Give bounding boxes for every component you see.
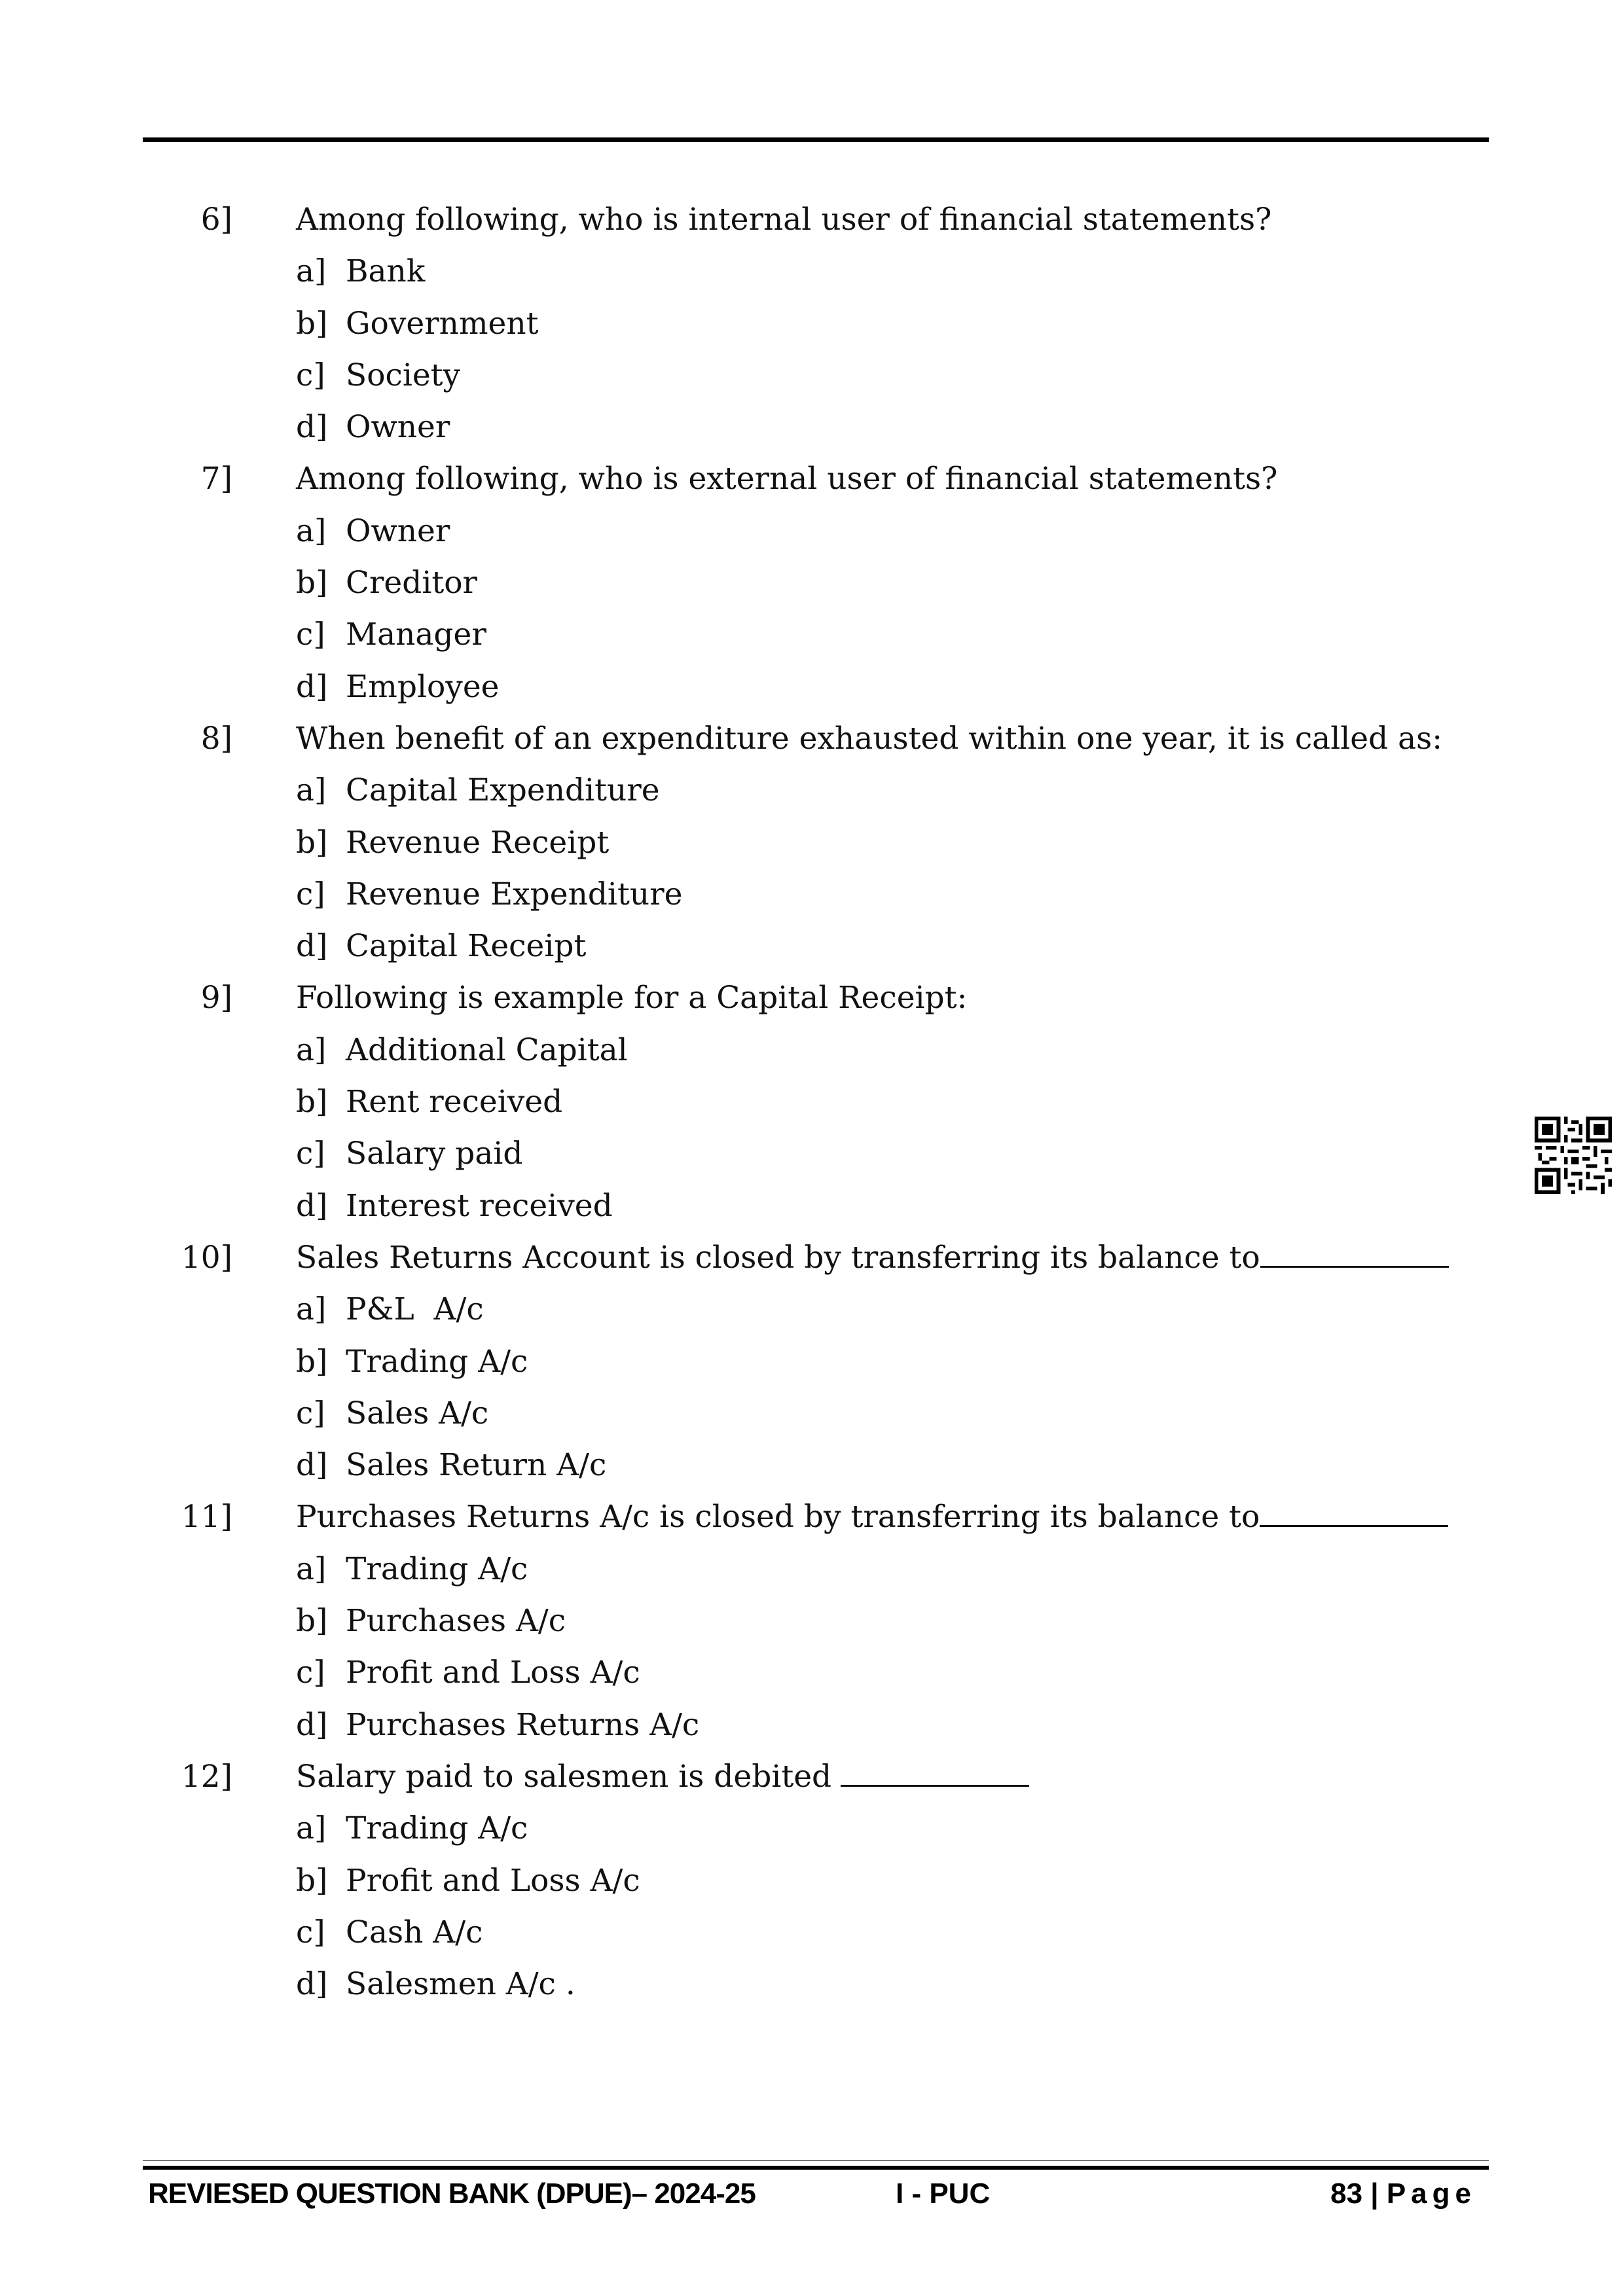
question-number: 6] — [200, 202, 232, 238]
option-letter: c] — [296, 357, 325, 393]
option-letter: a] — [296, 1291, 327, 1328]
option-text: Government — [346, 305, 539, 342]
option — [0, 245, 1623, 297]
question-6 — [0, 194, 1623, 245]
option-text: Capital Receipt — [346, 928, 587, 965]
option-letter: a] — [296, 1031, 327, 1068]
option — [0, 1336, 1623, 1388]
option-letter: a] — [296, 772, 327, 809]
answer-blank — [1260, 1240, 1449, 1268]
header-rule — [143, 137, 1489, 142]
option — [0, 920, 1623, 972]
option-text: Manager — [346, 617, 486, 653]
option-letter: c] — [296, 1136, 325, 1172]
option-letter: b] — [296, 1603, 328, 1640]
option — [0, 1803, 1623, 1854]
option — [0, 1699, 1623, 1751]
option-letter: b] — [296, 1084, 328, 1121]
option — [0, 350, 1623, 401]
option-text: Purchases Returns A/c — [346, 1706, 700, 1743]
option — [0, 1543, 1623, 1595]
option — [0, 817, 1623, 869]
option-text: Revenue Receipt — [346, 824, 610, 861]
option-text: Additional Capital — [346, 1031, 628, 1068]
option-text: Profit and Loss A/c — [346, 1655, 640, 1691]
option-letter: b] — [296, 824, 328, 861]
footer-page — [1330, 2173, 1476, 2215]
question-text: Salary paid to salesmen is debited — [296, 1758, 832, 1795]
question-number: 12] — [181, 1758, 232, 1795]
option-letter: a] — [296, 1551, 327, 1587]
option — [0, 1180, 1623, 1232]
option-letter: d] — [296, 409, 328, 446]
option-letter: c] — [296, 876, 325, 912]
answer-blank — [841, 1759, 1029, 1787]
question-text: Among following, who is external user of financial statements? — [296, 461, 1278, 497]
option-letter: a] — [296, 1810, 327, 1847]
question-number: 10] — [181, 1239, 232, 1276]
option — [0, 1907, 1623, 1958]
question-number: 11] — [181, 1499, 232, 1535]
option-text: Trading A/c — [346, 1810, 528, 1847]
option-letter: c] — [296, 1395, 325, 1431]
option-text: Owner — [346, 409, 450, 446]
footer-rule-thick — [143, 2166, 1489, 2170]
option-letter: c] — [296, 1914, 325, 1950]
option-text: Employee — [346, 668, 500, 705]
option-letter: b] — [296, 305, 328, 342]
option-text: Profit and Loss A/c — [346, 1862, 640, 1899]
option-letter: b] — [296, 565, 328, 601]
option — [0, 1595, 1623, 1647]
option — [0, 764, 1623, 816]
option-letter: a] — [296, 512, 327, 549]
option — [0, 1647, 1623, 1698]
question-number: 9] — [200, 980, 232, 1016]
question-text: Following is example for a Capital Receipt: — [296, 980, 968, 1016]
option-text: Salary paid — [346, 1136, 523, 1172]
option-text: Trading A/c — [346, 1343, 528, 1380]
option — [0, 1958, 1623, 2010]
question-text: When benefit of an expenditure exhausted within one year, it is called as: — [296, 720, 1443, 757]
option-letter: c] — [296, 1655, 325, 1691]
option — [0, 1439, 1623, 1491]
question-7 — [0, 453, 1623, 505]
footer-rule — [143, 2160, 1489, 2161]
question-text: Purchases Returns A/c is closed by transferring its balance to — [296, 1499, 1260, 1535]
option-letter: b] — [296, 1862, 328, 1899]
option-letter: d] — [296, 1706, 328, 1743]
option-text: Bank — [346, 253, 426, 290]
option — [0, 1388, 1623, 1439]
option — [0, 505, 1623, 557]
option-letter: d] — [296, 1187, 328, 1224]
page-label: Page — [1386, 2178, 1476, 2210]
option — [0, 1128, 1623, 1179]
question-list — [0, 194, 1623, 2010]
option-text: Salesmen A/c . — [346, 1966, 575, 2003]
option-text: Rent received — [346, 1084, 563, 1121]
option-letter: c] — [296, 617, 325, 653]
question-12 — [0, 1751, 1623, 1803]
option — [0, 1855, 1623, 1907]
option — [0, 298, 1623, 350]
question-9 — [0, 972, 1623, 1024]
question-11 — [0, 1491, 1623, 1543]
page-number: 83 — [1330, 2178, 1363, 2210]
footer-title: REVIESED QUESTION BANK (DPUE)– 2024-25 — [148, 2178, 756, 2210]
question-text-wrap — [296, 1491, 1448, 1543]
option-text: Capital Expenditure — [346, 772, 660, 809]
option-text: Owner — [346, 512, 450, 549]
option-text: Sales Return A/c — [346, 1447, 607, 1484]
question-8 — [0, 713, 1623, 764]
option-text: Society — [346, 357, 461, 393]
option-letter: a] — [296, 253, 327, 290]
option-text: Purchases A/c — [346, 1603, 566, 1640]
option-letter: d] — [296, 1966, 328, 2003]
option-text: P&L A/c — [346, 1291, 484, 1328]
question-number: 8] — [200, 720, 232, 757]
option-text: Sales A/c — [346, 1395, 489, 1431]
option — [0, 401, 1623, 453]
option-text: Cash A/c — [346, 1914, 483, 1950]
option-letter: b] — [296, 1343, 328, 1380]
option-letter: d] — [296, 668, 328, 705]
page-separator: | — [1370, 2178, 1379, 2210]
option-text: Interest received — [346, 1187, 613, 1224]
question-text: Among following, who is internal user of financial statements? — [296, 202, 1272, 238]
option-letter: d] — [296, 1447, 328, 1484]
question-number: 7] — [200, 461, 232, 497]
option — [0, 1283, 1623, 1335]
option — [0, 1024, 1623, 1076]
question-text: Sales Returns Account is closed by transferring its balance to — [296, 1239, 1260, 1276]
option — [0, 869, 1623, 920]
option-text: Revenue Expenditure — [346, 876, 683, 912]
answer-blank — [1260, 1499, 1448, 1527]
option — [0, 1076, 1623, 1128]
option — [0, 609, 1623, 660]
option-letter: d] — [296, 928, 328, 965]
qr-code-icon — [1535, 1117, 1612, 1194]
question-10 — [0, 1232, 1623, 1283]
option — [0, 557, 1623, 609]
question-text-wrap — [296, 1751, 1029, 1803]
option-text: Trading A/c — [346, 1551, 528, 1587]
footer-class: I - PUC — [896, 2178, 991, 2210]
question-text-wrap — [296, 1232, 1449, 1283]
option — [0, 661, 1623, 713]
option-text: Creditor — [346, 565, 478, 601]
